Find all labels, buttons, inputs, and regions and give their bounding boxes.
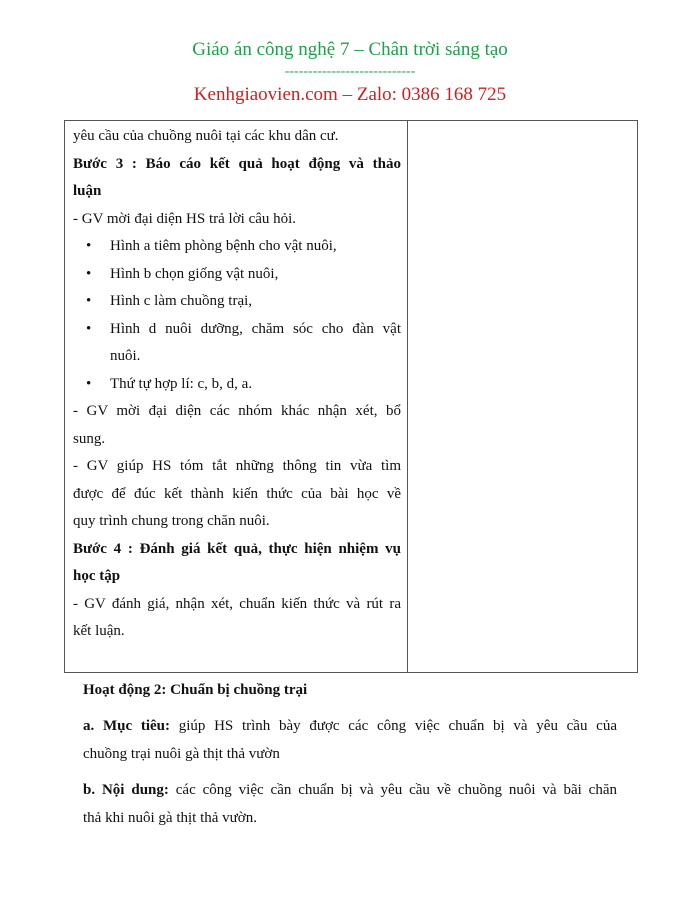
objective-paragraph: [83, 712, 617, 740]
gv-groups-text-cont: sung.: [73, 430, 106, 447]
list-item: • Hình c làm chuồng trại,: [73, 288, 401, 316]
list-item: • Hình a tiêm phòng bệnh cho vật nuôi,: [73, 233, 401, 261]
lesson-table: [64, 120, 638, 673]
objective-text-cont: chuồng trại nuôi gà thịt thả vườn: [83, 746, 280, 762]
activity-column: [65, 121, 408, 673]
gv-eval-text-cont: kết luận.: [73, 623, 125, 639]
intro-line: yêu cầu của chuồng nuôi tại các khu dân cư.: [73, 128, 339, 144]
list-item: • Hình b chọn giống vật nuôi,: [73, 261, 401, 289]
header-title: Giáo án công nghệ 7 – Chân trời sáng tạo: [192, 39, 508, 60]
list-item-text: • Hình d nuôi dưỡng, chăm sóc cho đàn vật: [110, 320, 401, 337]
objective-text: giúp HS trình bày được các công việc chuẩn bị và yêu cầu của: [169, 718, 617, 734]
gv-summary-text-2: được để đúc kết thành kiến thức của bài học về: [73, 485, 401, 502]
activity-2-heading: Hoạt động 2: Chuẩn bị chuồng trại: [83, 682, 308, 698]
gv-eval-text: - GV đánh giá, nhận xét, chuẩn kiến thức và rút ra: [73, 595, 401, 612]
objective-label: a. Mục tiêu:: [83, 718, 170, 734]
step3-heading: Bước 3 : Báo cáo kết quả hoạt động và thảo: [73, 155, 401, 172]
header-divider: ----------------------------: [284, 64, 416, 79]
product-column: [408, 121, 638, 673]
gv-groups-text: - GV mời đại diện các nhóm khác nhận xét, bổ: [73, 403, 401, 419]
list-item: [73, 316, 401, 371]
answer-list: [73, 233, 401, 398]
step4-heading: Bước 4 : Đánh giá kết quả, thực hiện nhiệm vụ: [73, 540, 401, 557]
gv-invite-text: - GV mời đại diện HS trả lời câu hỏi.: [73, 210, 297, 227]
list-item-text-cont: nuôi.: [110, 348, 141, 364]
step4-heading-cont: học tập: [73, 568, 121, 584]
gv-summary-text-3: quy trình chung trong chăn nuôi.: [73, 513, 270, 529]
content-text-cont: thả khi nuôi gà thịt thả vườn.: [83, 810, 257, 826]
content-text: các công việc cần chuẩn bị và yêu cầu về chuồng nuôi và bãi chăn: [168, 782, 617, 798]
header-contact: Kenhgiaovien.com – Zalo: 0386 168 725: [193, 84, 507, 105]
content-paragraph: [83, 776, 617, 804]
list-item: • Thứ tự hợp lí: c, b, d, a.: [73, 371, 401, 399]
gv-summary-text: - GV giúp HS tóm tắt những thông tin vừa tìm: [73, 458, 401, 474]
step3-heading-cont: luận: [73, 183, 102, 199]
activity-2-section: [83, 676, 617, 832]
content-label: b. Nội dung:: [83, 782, 169, 798]
page-header: [0, 38, 700, 107]
